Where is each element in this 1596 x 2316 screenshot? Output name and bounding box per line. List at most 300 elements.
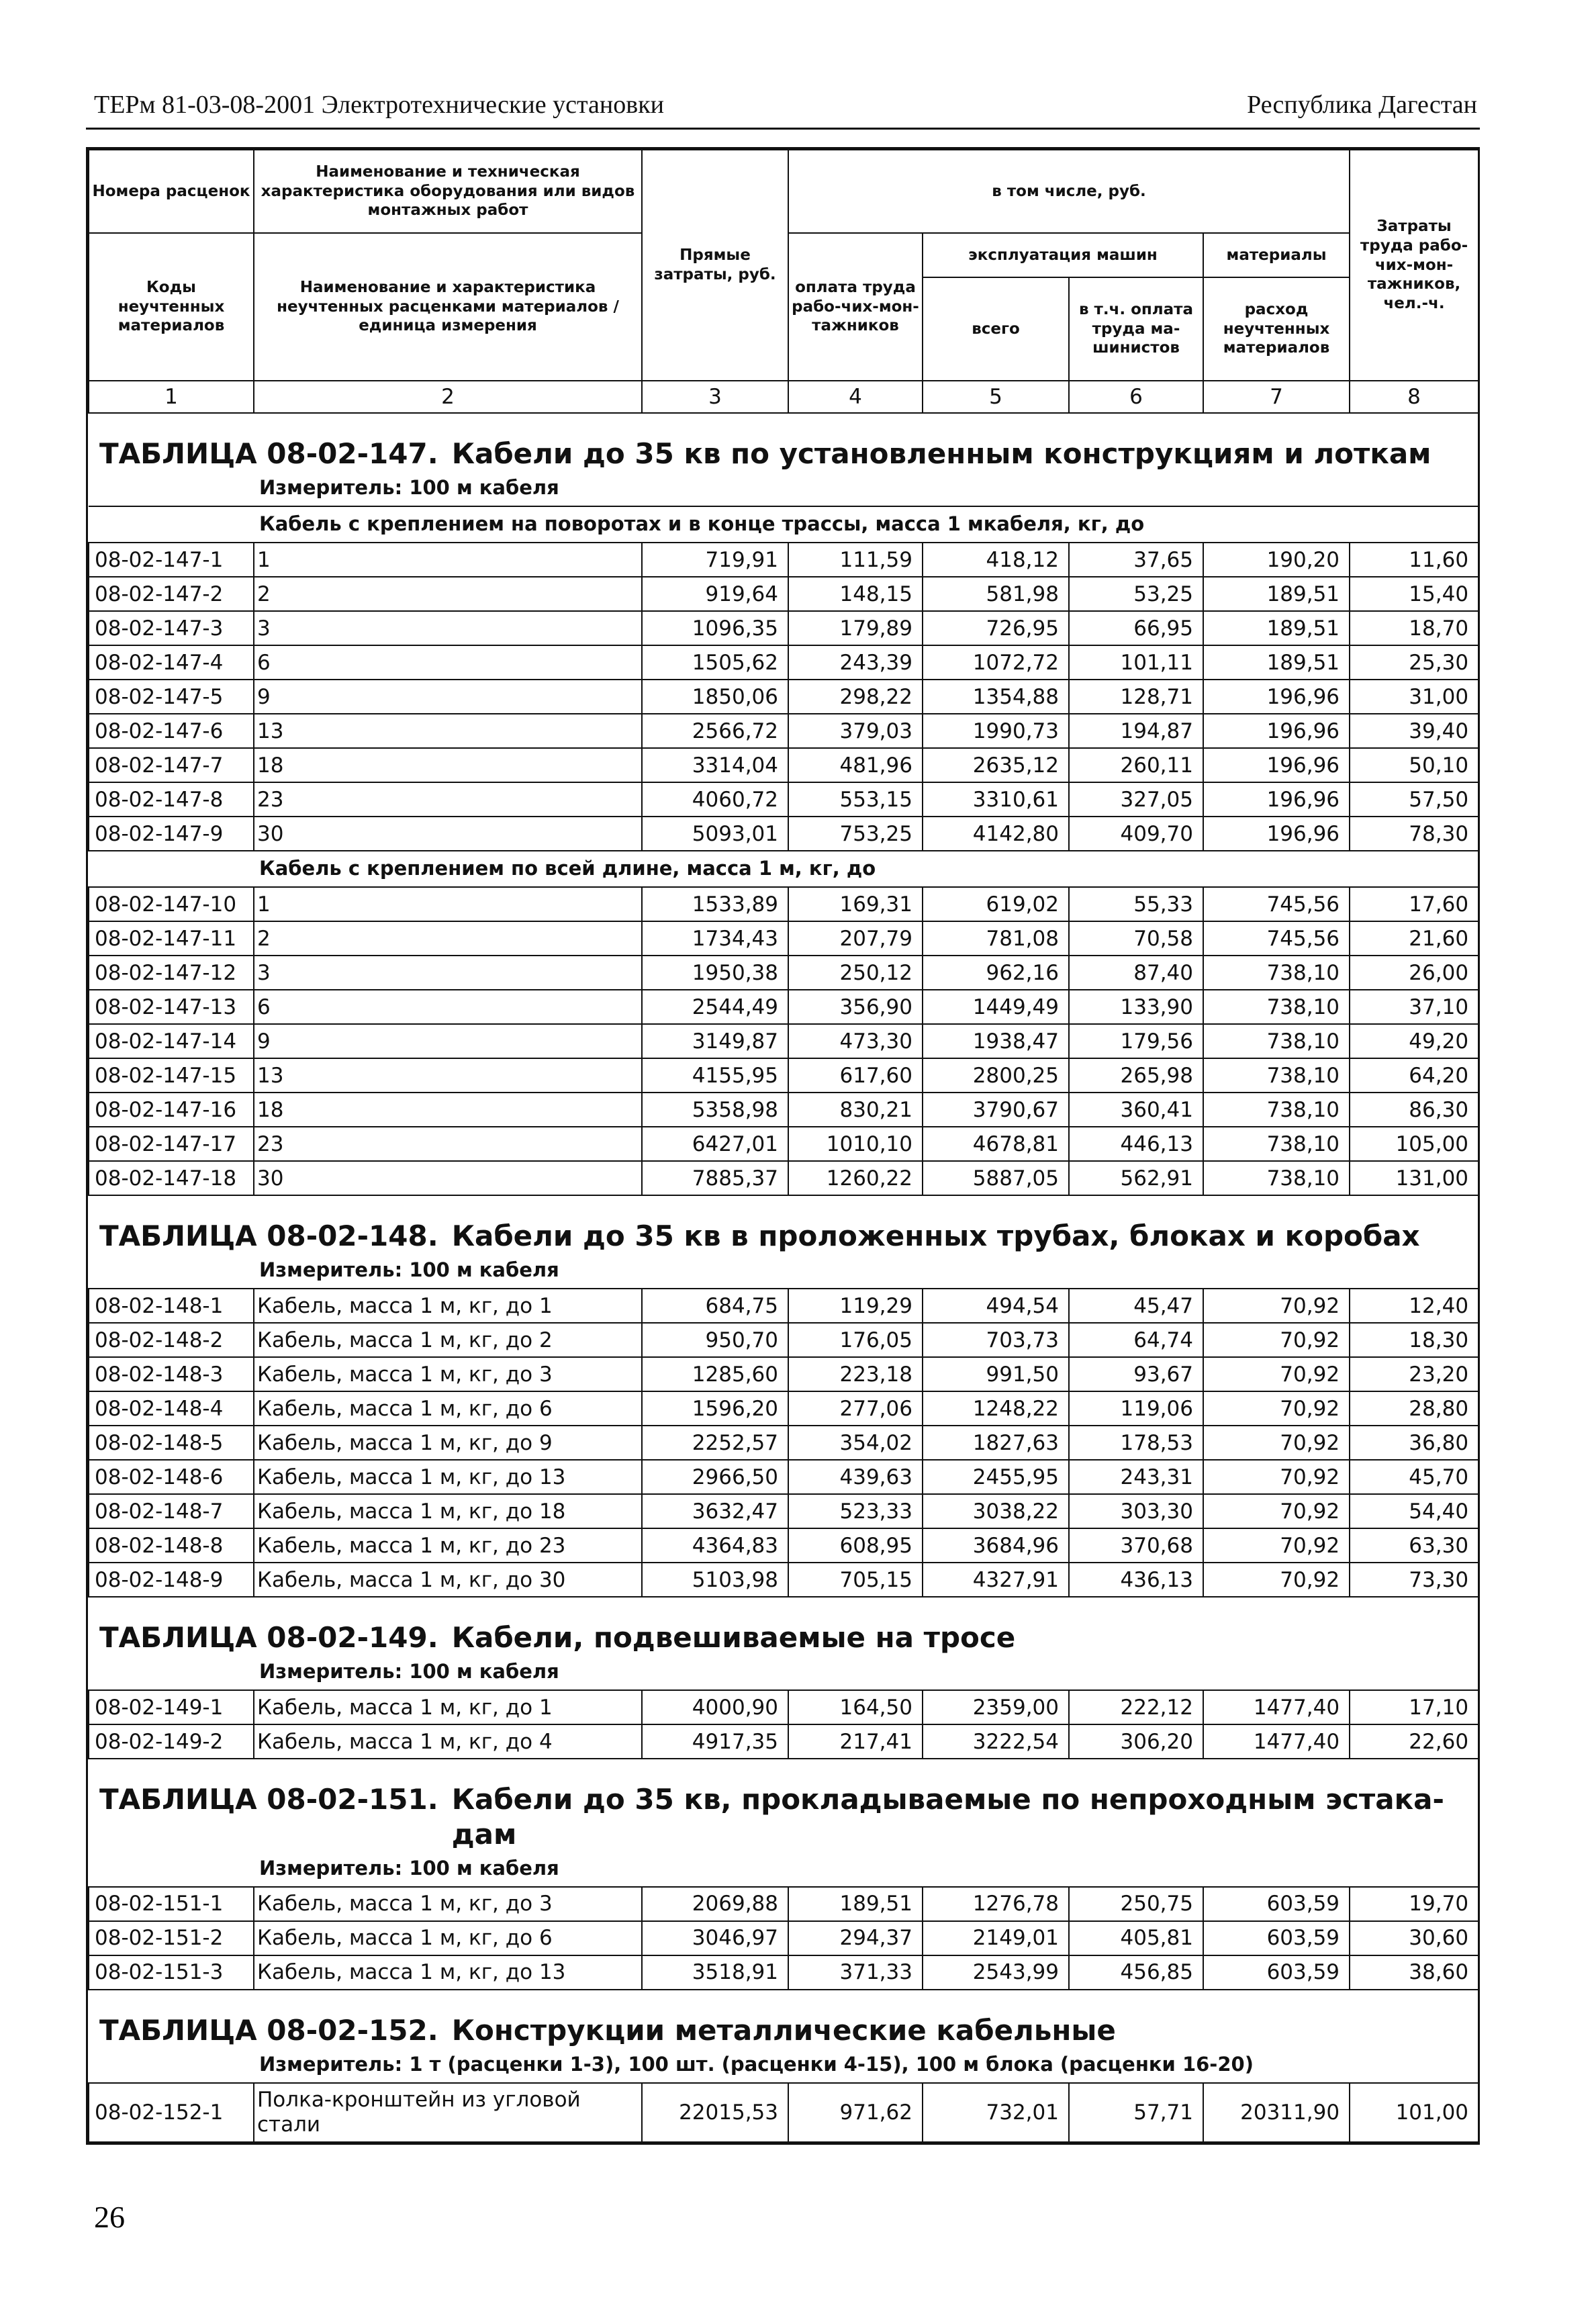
rates-table-frame: [86, 147, 1480, 2145]
column-number: 8: [1350, 381, 1478, 413]
section-heading-cell: [89, 1759, 1478, 1886]
rate-value: 298,22: [788, 680, 923, 714]
rate-value: 78,30: [1350, 817, 1478, 851]
section-unit: Измеритель: 100 м кабеля: [259, 1856, 559, 1880]
rate-value: 3314,04: [642, 748, 788, 782]
section-title: [89, 1597, 1478, 1659]
rate-name: Кабель, масса 1 м, кг, до 6: [254, 1391, 642, 1426]
rate-value: 21,60: [1350, 921, 1478, 956]
rate-value: 70,92: [1203, 1494, 1350, 1528]
rate-value: 15,40: [1350, 577, 1478, 611]
rate-code: 08-02-148-3: [89, 1357, 254, 1391]
rate-code: 08-02-151-1: [89, 1887, 254, 1921]
rate-value: 57,71: [1069, 2083, 1203, 2142]
rate-name: 9: [254, 1024, 642, 1058]
rate-name: Кабель, масса 1 м, кг, до 23: [254, 1528, 642, 1563]
rate-value: 105,00: [1350, 1127, 1478, 1161]
rate-value: 36,80: [1350, 1426, 1478, 1460]
rate-value: 169,31: [788, 887, 923, 921]
rate-value: 3310,61: [923, 782, 1069, 817]
rate-value: 703,73: [923, 1323, 1069, 1357]
rate-code: 08-02-148-2: [89, 1323, 254, 1357]
rate-value: 101,00: [1350, 2083, 1478, 2142]
rate-value: 562,91: [1069, 1161, 1203, 1195]
section-heading-cell: [89, 1597, 1478, 1690]
rate-value: 603,59: [1203, 1955, 1350, 1990]
rate-code: 08-02-148-9: [89, 1563, 254, 1597]
rate-value: 45,70: [1350, 1460, 1478, 1494]
rate-code: 08-02-152-1: [89, 2083, 254, 2142]
rate-value: 3518,91: [642, 1955, 788, 1990]
section-number: ТАБЛИЦА 08-02-151.: [99, 1783, 438, 1816]
header-materials: материалы: [1203, 233, 1350, 277]
column-numbers-row: [89, 381, 1478, 413]
rate-value: 1449,49: [923, 990, 1069, 1024]
header-material-codes: Коды неучтенных материалов: [89, 233, 254, 381]
rate-name: Кабель, масса 1 м, кг, до 2: [254, 1323, 642, 1357]
rate-value: 50,10: [1350, 748, 1478, 782]
rate-name: 30: [254, 817, 642, 851]
rate-value: 196,96: [1203, 782, 1350, 817]
rate-code: 08-02-147-17: [89, 1127, 254, 1161]
rate-name: 1: [254, 887, 642, 921]
running-header: [86, 86, 1480, 130]
table-row: [89, 577, 1478, 611]
rate-code: 08-02-147-10: [89, 887, 254, 921]
rate-value: 2966,50: [642, 1460, 788, 1494]
rate-value: 2544,49: [642, 990, 788, 1024]
rate-value: 70,92: [1203, 1460, 1350, 1494]
rate-value: 1010,10: [788, 1127, 923, 1161]
rate-name: 13: [254, 714, 642, 748]
section-title: [89, 414, 1478, 475]
header-including: в том числе, руб.: [788, 150, 1350, 233]
rate-value: 18,30: [1350, 1323, 1478, 1357]
rate-name: Полка-кронштейн из угловой стали: [254, 2083, 642, 2142]
rate-value: 70,92: [1203, 1323, 1350, 1357]
group-heading-row: [89, 851, 1478, 887]
rate-value: 409,70: [1069, 817, 1203, 851]
region-name: Республика Дагестан: [1247, 91, 1477, 119]
rate-value: 39,40: [1350, 714, 1478, 748]
rate-value: 5093,01: [642, 817, 788, 851]
table-section-heading: [89, 1195, 1478, 1289]
rate-value: 6427,01: [642, 1127, 788, 1161]
header-rate-numbers: Номера расценок: [89, 150, 254, 233]
rate-name: Кабель, масса 1 м, кг, до 3: [254, 1887, 642, 1921]
rate-value: 70,92: [1203, 1391, 1350, 1426]
rate-value: 250,12: [788, 956, 923, 990]
rate-value: 4327,91: [923, 1563, 1069, 1597]
rate-value: 17,10: [1350, 1690, 1478, 1724]
rate-name: Кабель, масса 1 м, кг, до 6: [254, 1921, 642, 1955]
rate-value: 356,90: [788, 990, 923, 1024]
table-row: [89, 1955, 1478, 1990]
group-heading: Кабель с креплением по всей длине, масса 1 м, кг, до: [89, 851, 1478, 887]
rate-name: Кабель, масса 1 м, кг, до 13: [254, 1460, 642, 1494]
rate-code: 08-02-147-1: [89, 543, 254, 577]
rate-value: 2149,01: [923, 1921, 1069, 1955]
group-heading: Кабель с креплением на поворотах и в конце трассы, масса 1 мкабеля, кг, до: [89, 506, 1478, 543]
rate-value: 111,59: [788, 543, 923, 577]
rate-value: 1533,89: [642, 887, 788, 921]
rate-name: 3: [254, 611, 642, 645]
rate-code: 08-02-151-2: [89, 1921, 254, 1955]
section-name: Кабели до 35 кв, прокладываемые по непроходным эстака-дам: [451, 1783, 1444, 1851]
rate-value: 64,74: [1069, 1323, 1203, 1357]
rate-value: 164,50: [788, 1690, 923, 1724]
column-number: 1: [89, 381, 254, 413]
rate-value: 31,00: [1350, 680, 1478, 714]
rate-value: 63,30: [1350, 1528, 1478, 1563]
rate-value: 176,05: [788, 1323, 923, 1357]
rate-value: 223,18: [788, 1357, 923, 1391]
document-title: ТЕРм 81-03-08-2001 Электротехнические установки: [94, 91, 664, 119]
rate-name: Кабель, масса 1 м, кг, до 4: [254, 1724, 642, 1759]
rate-value: 726,95: [923, 611, 1069, 645]
rate-value: 148,15: [788, 577, 923, 611]
rate-value: 1072,72: [923, 645, 1069, 680]
rate-value: 49,20: [1350, 1024, 1478, 1058]
rate-name: Кабель, масса 1 м, кг, до 1: [254, 1289, 642, 1323]
section-unit: Измеритель: 1 т (расценки 1-3), 100 шт. (расценки 4-15), 100 м блока (расценки 16-20): [259, 2052, 1254, 2076]
rate-value: 23,20: [1350, 1357, 1478, 1391]
rate-code: 08-02-147-15: [89, 1058, 254, 1093]
rate-value: 37,10: [1350, 990, 1478, 1024]
rate-value: 5887,05: [923, 1161, 1069, 1195]
rate-value: 26,00: [1350, 956, 1478, 990]
rate-value: 306,20: [1069, 1724, 1203, 1759]
rate-code: 08-02-147-13: [89, 990, 254, 1024]
rate-name: Кабель, масса 1 м, кг, до 9: [254, 1426, 642, 1460]
rate-value: 553,15: [788, 782, 923, 817]
table-row: [89, 680, 1478, 714]
rate-value: 260,11: [1069, 748, 1203, 782]
rate-value: 1990,73: [923, 714, 1069, 748]
rate-code: 08-02-149-2: [89, 1724, 254, 1759]
rate-value: 7885,37: [642, 1161, 788, 1195]
rate-value: 20311,90: [1203, 2083, 1350, 2142]
rate-value: 2069,88: [642, 1887, 788, 1921]
rate-value: 738,10: [1203, 1058, 1350, 1093]
rate-value: 738,10: [1203, 1093, 1350, 1127]
rate-value: 3038,22: [923, 1494, 1069, 1528]
rate-code: 08-02-147-3: [89, 611, 254, 645]
rate-value: 619,02: [923, 887, 1069, 921]
rate-value: 919,64: [642, 577, 788, 611]
table-row: [89, 1391, 1478, 1426]
rate-value: 830,21: [788, 1093, 923, 1127]
rate-value: 738,10: [1203, 1127, 1350, 1161]
rate-code: 08-02-147-16: [89, 1093, 254, 1127]
table-section-heading: [89, 413, 1478, 506]
rate-value: 243,31: [1069, 1460, 1203, 1494]
rate-value: 57,50: [1350, 782, 1478, 817]
table-row: [89, 1460, 1478, 1494]
table-row: [89, 1528, 1478, 1563]
rate-value: 178,53: [1069, 1426, 1203, 1460]
rate-value: 179,89: [788, 611, 923, 645]
rate-value: 732,01: [923, 2083, 1069, 2142]
rate-value: 603,59: [1203, 1887, 1350, 1921]
rate-name: Кабель, масса 1 м, кг, до 3: [254, 1357, 642, 1391]
rate-value: 133,90: [1069, 990, 1203, 1024]
rate-value: 1850,06: [642, 680, 788, 714]
section-number: ТАБЛИЦА 08-02-149.: [99, 1621, 438, 1655]
rate-value: 1285,60: [642, 1357, 788, 1391]
rate-value: 719,91: [642, 543, 788, 577]
rates-table: [88, 149, 1479, 2143]
section-heading-cell: [89, 1195, 1478, 1289]
rate-value: 2635,12: [923, 748, 1069, 782]
table-row: [89, 1887, 1478, 1921]
section-heading-cell: [89, 1990, 1478, 2083]
rate-value: 22,60: [1350, 1724, 1478, 1759]
rate-value: 1596,20: [642, 1391, 788, 1426]
rate-value: 608,95: [788, 1528, 923, 1563]
header-direct-costs: Прямые затраты, руб.: [642, 150, 788, 381]
section-number: ТАБЛИЦА 08-02-152.: [99, 2013, 438, 2047]
rate-value: 4917,35: [642, 1724, 788, 1759]
rate-value: 1734,43: [642, 921, 788, 956]
rate-name: 13: [254, 1058, 642, 1093]
table-row: [89, 2083, 1478, 2142]
header-machinist-pay: в т.ч. оплата труда ма-шинистов: [1069, 277, 1203, 381]
table-row: [89, 887, 1478, 921]
rate-value: 3046,97: [642, 1921, 788, 1955]
rate-value: 745,56: [1203, 921, 1350, 956]
document-page: [86, 86, 1480, 2145]
table-row: [89, 748, 1478, 782]
rate-value: 196,96: [1203, 680, 1350, 714]
rate-value: 3149,87: [642, 1024, 788, 1058]
rate-value: 207,79: [788, 921, 923, 956]
rate-value: 196,96: [1203, 817, 1350, 851]
table-row: [89, 817, 1478, 851]
column-number: 5: [923, 381, 1069, 413]
rate-code: 08-02-148-6: [89, 1460, 254, 1494]
rate-value: 2566,72: [642, 714, 788, 748]
rate-value: 1477,40: [1203, 1690, 1350, 1724]
header-machines-total: всего: [923, 277, 1069, 381]
rate-value: 4060,72: [642, 782, 788, 817]
section-title: [89, 1990, 1478, 2051]
rate-name: Кабель, масса 1 м, кг, до 30: [254, 1563, 642, 1597]
rate-value: 18,70: [1350, 611, 1478, 645]
rate-value: 1938,47: [923, 1024, 1069, 1058]
rate-value: 753,25: [788, 817, 923, 851]
rate-value: 194,87: [1069, 714, 1203, 748]
rate-name: 2: [254, 921, 642, 956]
rate-value: 2800,25: [923, 1058, 1069, 1093]
rate-value: 131,00: [1350, 1161, 1478, 1195]
rate-code: 08-02-147-14: [89, 1024, 254, 1058]
header-labor-costs: Затраты труда рабо-чих-мон-тажников, чел.-ч.: [1350, 150, 1478, 381]
rate-value: 4364,83: [642, 1528, 788, 1563]
section-heading-cell: [89, 413, 1478, 506]
rate-value: 439,63: [788, 1460, 923, 1494]
rate-code: 08-02-148-7: [89, 1494, 254, 1528]
rate-value: 189,51: [1203, 645, 1350, 680]
rate-value: 22015,53: [642, 2083, 788, 2142]
rate-value: 705,15: [788, 1563, 923, 1597]
rate-name: 23: [254, 782, 642, 817]
table-row: [89, 1323, 1478, 1357]
rate-value: 189,51: [1203, 611, 1350, 645]
rate-value: 603,59: [1203, 1921, 1350, 1955]
rate-code: 08-02-147-6: [89, 714, 254, 748]
rate-code: 08-02-147-7: [89, 748, 254, 782]
rate-value: 38,60: [1350, 1955, 1478, 1990]
rate-value: 371,33: [788, 1955, 923, 1990]
rate-value: 1260,22: [788, 1161, 923, 1195]
rate-value: 45,47: [1069, 1289, 1203, 1323]
rate-value: 962,16: [923, 956, 1069, 990]
rate-value: 53,25: [1069, 577, 1203, 611]
rate-value: 950,70: [642, 1323, 788, 1357]
table-row: [89, 1289, 1478, 1323]
rate-value: 277,06: [788, 1391, 923, 1426]
table-row: [89, 1563, 1478, 1597]
rate-value: 70,92: [1203, 1528, 1350, 1563]
table-row: [89, 956, 1478, 990]
rate-value: 738,10: [1203, 990, 1350, 1024]
rate-value: 1827,63: [923, 1426, 1069, 1460]
rate-value: 1276,78: [923, 1887, 1069, 1921]
rate-code: 08-02-147-5: [89, 680, 254, 714]
rate-value: 327,05: [1069, 782, 1203, 817]
header-work-name: Наименование и техническая характеристика оборудования или видов монтажных работ: [254, 150, 642, 233]
rate-value: 4155,95: [642, 1058, 788, 1093]
rate-name: 2: [254, 577, 642, 611]
rate-value: 473,30: [788, 1024, 923, 1058]
rate-value: 1477,40: [1203, 1724, 1350, 1759]
rate-value: 54,40: [1350, 1494, 1478, 1528]
rate-value: 294,37: [788, 1921, 923, 1955]
header-row-1: [89, 150, 1478, 233]
table-row: [89, 543, 1478, 577]
table-row: [89, 990, 1478, 1024]
rate-name: 18: [254, 748, 642, 782]
table-row: [89, 714, 1478, 748]
rate-value: 523,33: [788, 1494, 923, 1528]
rate-value: 86,30: [1350, 1093, 1478, 1127]
table-row: [89, 1058, 1478, 1093]
table-row: [89, 1024, 1478, 1058]
rate-value: 738,10: [1203, 1024, 1350, 1058]
table-row: [89, 1093, 1478, 1127]
rate-value: 481,96: [788, 748, 923, 782]
rate-value: 93,67: [1069, 1357, 1203, 1391]
rate-code: 08-02-147-4: [89, 645, 254, 680]
section-title: [89, 1759, 1478, 1855]
rate-value: 581,98: [923, 577, 1069, 611]
rate-value: 446,13: [1069, 1127, 1203, 1161]
section-unit: Измеритель: 100 м кабеля: [259, 1258, 559, 1282]
rate-value: 2359,00: [923, 1690, 1069, 1724]
rate-value: 217,41: [788, 1724, 923, 1759]
rate-code: 08-02-147-9: [89, 817, 254, 851]
rate-name: 23: [254, 1127, 642, 1161]
header-worker-pay: оплата труда рабо-чих-мон-тажников: [788, 233, 923, 381]
rate-value: 2543,99: [923, 1955, 1069, 1990]
rate-code: 08-02-148-8: [89, 1528, 254, 1563]
rate-value: 4678,81: [923, 1127, 1069, 1161]
rate-name: 9: [254, 680, 642, 714]
table-section-heading: [89, 1990, 1478, 2083]
rate-value: 5358,98: [642, 1093, 788, 1127]
table-row: [89, 1426, 1478, 1460]
rate-name: 6: [254, 645, 642, 680]
rate-value: 1950,38: [642, 956, 788, 990]
section-number: ТАБЛИЦА 08-02-148.: [99, 1219, 438, 1253]
rate-value: 738,10: [1203, 956, 1350, 990]
section-name: Кабели до 35 кв по установленным конструкциям и лоткам: [451, 437, 1431, 470]
rate-value: 3684,96: [923, 1528, 1069, 1563]
rate-code: 08-02-147-8: [89, 782, 254, 817]
rate-value: 971,62: [788, 2083, 923, 2142]
section-name: Конструкции металлические кабельные: [451, 2013, 1116, 2047]
table-row: [89, 782, 1478, 817]
rate-name: 1: [254, 543, 642, 577]
rate-value: 119,06: [1069, 1391, 1203, 1426]
rate-value: 3790,67: [923, 1093, 1069, 1127]
table-row: [89, 1161, 1478, 1195]
table-section-heading: [89, 1759, 1478, 1886]
rate-value: 196,96: [1203, 714, 1350, 748]
rate-value: 436,13: [1069, 1563, 1203, 1597]
rate-value: 70,92: [1203, 1289, 1350, 1323]
rate-value: 190,20: [1203, 543, 1350, 577]
rate-value: 3632,47: [642, 1494, 788, 1528]
rate-code: 08-02-147-12: [89, 956, 254, 990]
rate-value: 179,56: [1069, 1024, 1203, 1058]
rate-value: 684,75: [642, 1289, 788, 1323]
rate-value: 196,96: [1203, 748, 1350, 782]
rate-value: 189,51: [788, 1887, 923, 1921]
table-row: [89, 1494, 1478, 1528]
rate-value: 11,60: [1350, 543, 1478, 577]
page-number: 26: [94, 2200, 125, 2234]
rate-value: 64,20: [1350, 1058, 1478, 1093]
rate-code: 08-02-148-5: [89, 1426, 254, 1460]
rate-value: 303,30: [1069, 1494, 1203, 1528]
rate-value: 405,81: [1069, 1921, 1203, 1955]
rate-value: 991,50: [923, 1357, 1069, 1391]
rate-value: 70,92: [1203, 1426, 1350, 1460]
table-row: [89, 1724, 1478, 1759]
rate-name: 3: [254, 956, 642, 990]
rate-value: 30,60: [1350, 1921, 1478, 1955]
rate-code: 08-02-147-11: [89, 921, 254, 956]
rate-value: 66,95: [1069, 611, 1203, 645]
rate-value: 73,30: [1350, 1563, 1478, 1597]
rate-value: 17,60: [1350, 887, 1478, 921]
rate-code: 08-02-148-1: [89, 1289, 254, 1323]
rate-value: 19,70: [1350, 1887, 1478, 1921]
rate-name: 30: [254, 1161, 642, 1195]
table-row: [89, 645, 1478, 680]
table-row: [89, 1690, 1478, 1724]
rate-code: 08-02-147-2: [89, 577, 254, 611]
rate-value: 745,56: [1203, 887, 1350, 921]
rate-value: 738,10: [1203, 1161, 1350, 1195]
table-row: [89, 1127, 1478, 1161]
rate-value: 617,60: [788, 1058, 923, 1093]
rate-value: 1096,35: [642, 611, 788, 645]
column-number: 7: [1203, 381, 1350, 413]
section-unit: Измеритель: 100 м кабеля: [259, 476, 559, 500]
